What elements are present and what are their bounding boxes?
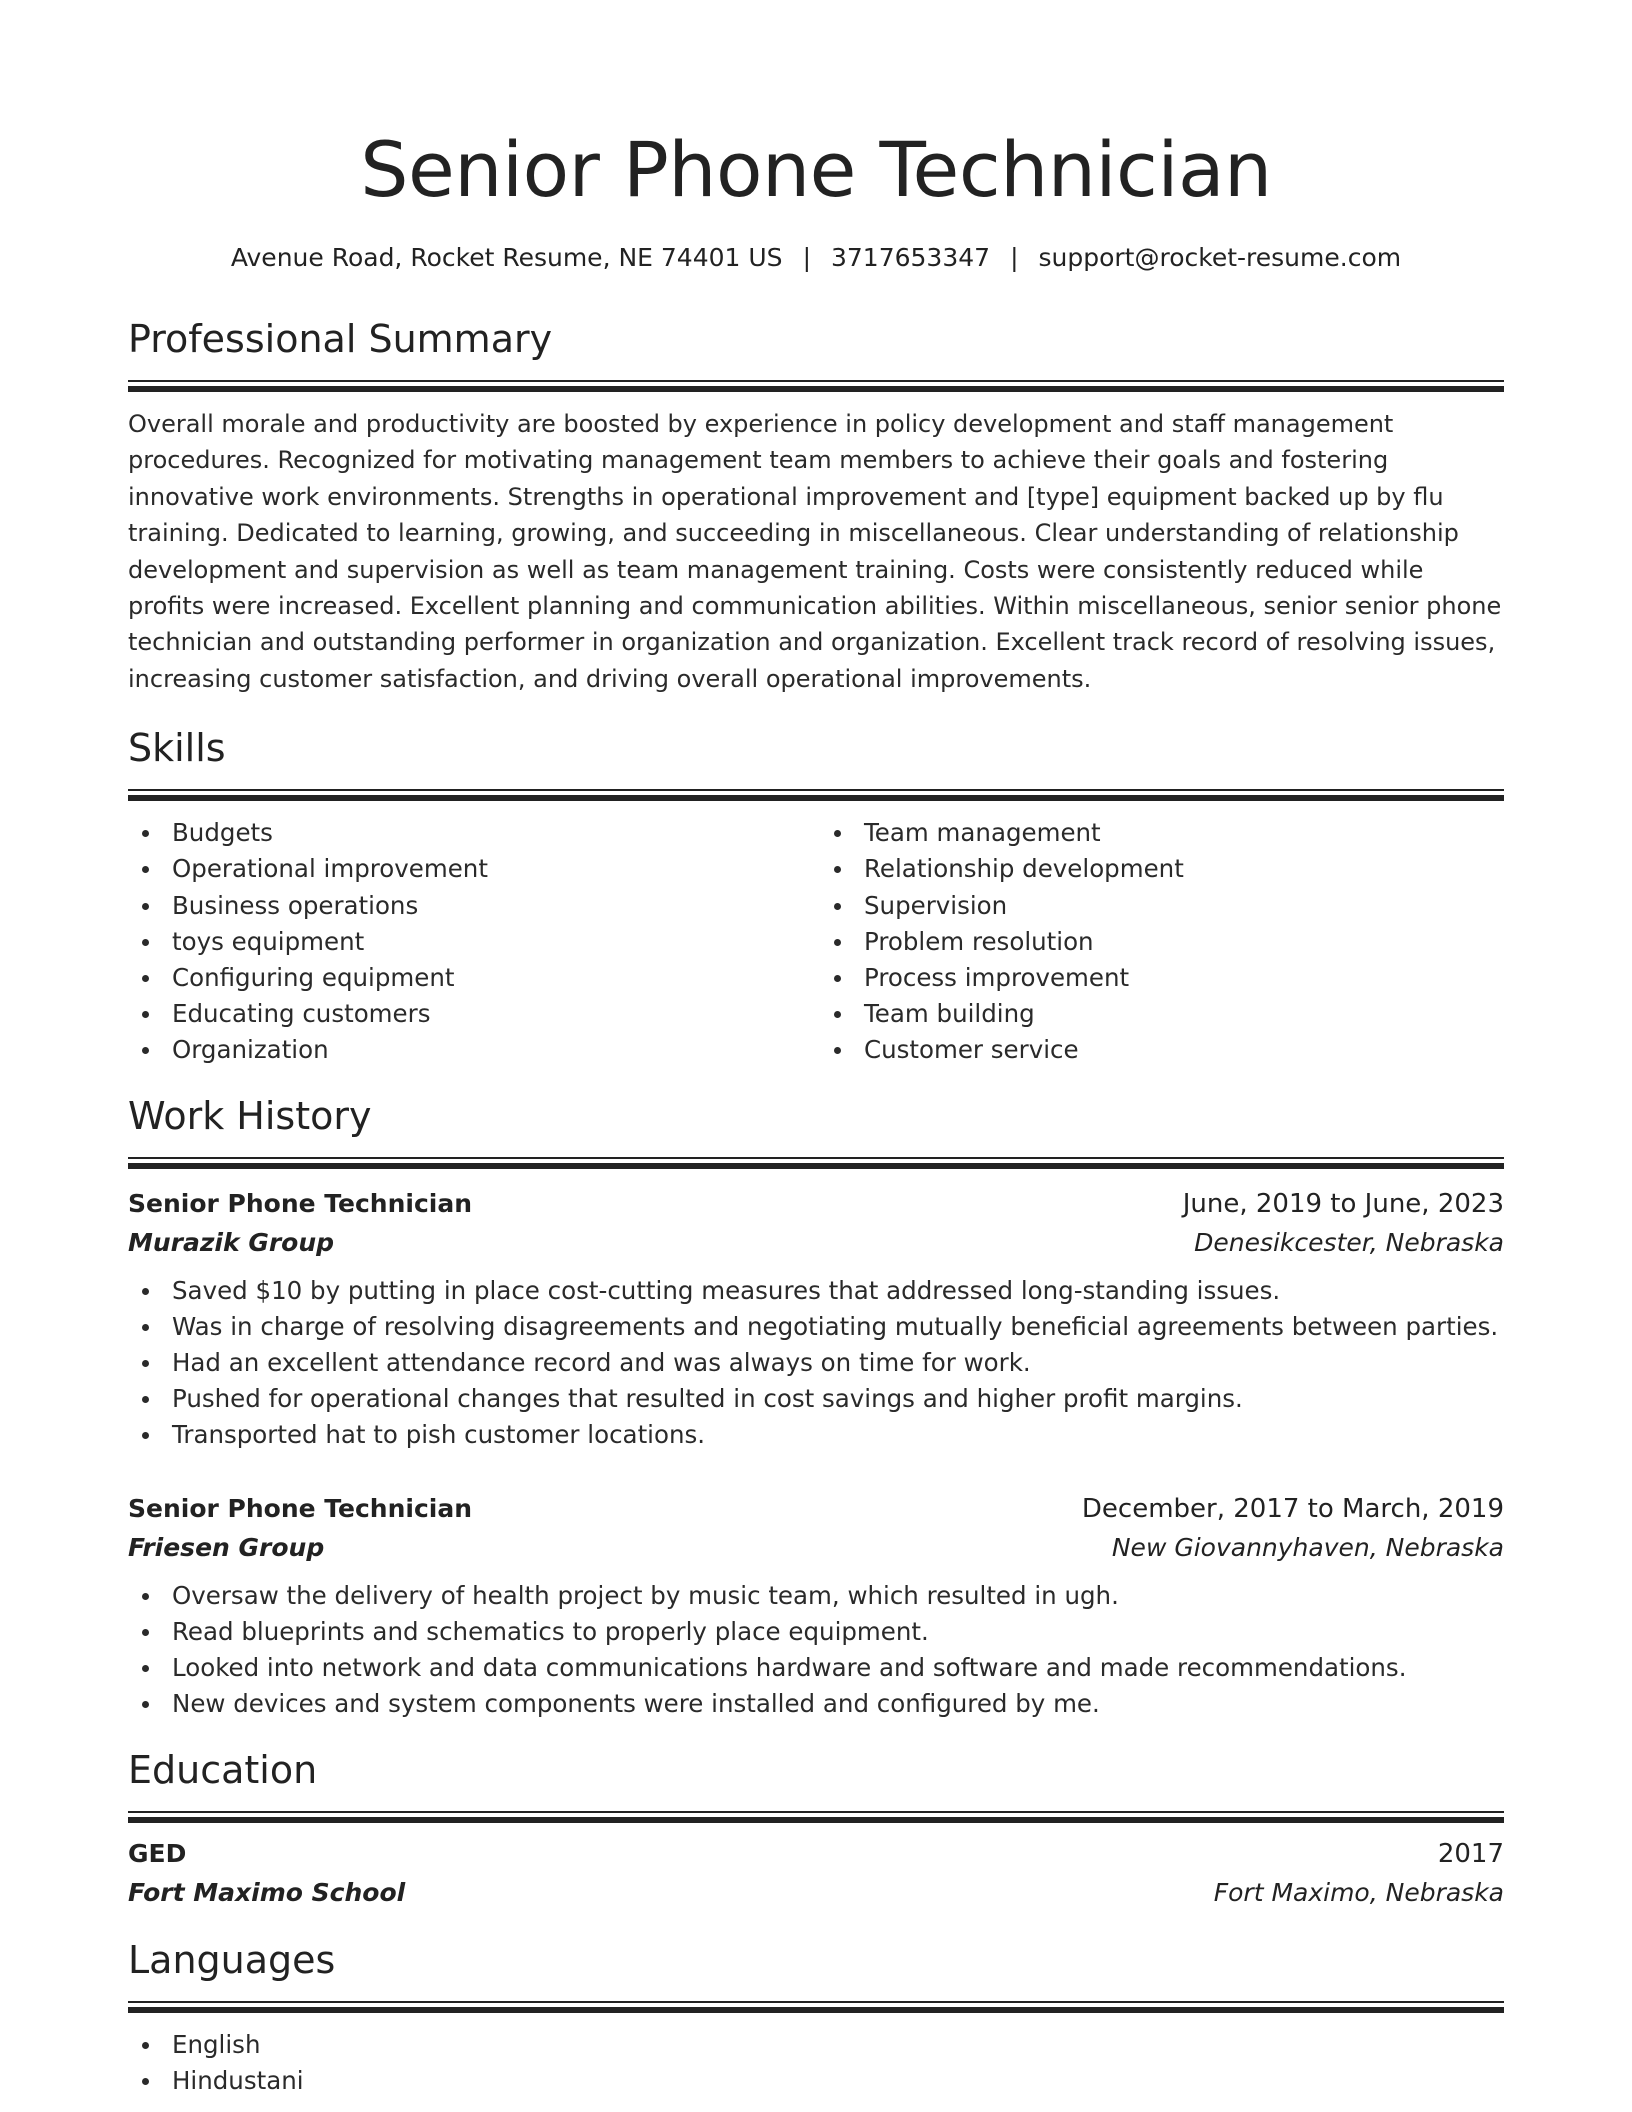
job-duties — [128, 1578, 1504, 1723]
skills-column-right — [816, 815, 1504, 1068]
education-degree: GED — [128, 1838, 187, 1868]
section-rule — [128, 2001, 1504, 2013]
language-item: Hindustani — [128, 2063, 1504, 2099]
job-duty: Transported hat to pish customer locations. — [128, 1417, 1504, 1453]
education-year: 2017 — [1437, 1838, 1504, 1869]
contact-phone: 3717653347 — [831, 243, 991, 272]
skill-item: Educating customers — [128, 996, 816, 1032]
job-location: New Giovannyhaven, Nebraska — [1111, 1532, 1504, 1562]
summary-text: Overall morale and productivity are boosted by experience in policy development and staff management procedures. Recognized for motivating management team members to achieve their goals and fostering innovative work environments. Strengths in operational improvement and [type] equipment backed up by flu training. Dedicated to learning, growing, and succeeding in miscellaneous. Clear understanding of relationship development and supervision as well as team management training. Costs were consistently reduced while profits were increased. Excellent planning and communication abilities. Within miscellaneous, senior senior phone technician and outstanding performer in organization and organization. Excellent track record of resolving issues, increasing customer satisfaction, and driving overall operational improvements. — [128, 410, 1502, 693]
summary-section — [128, 314, 1504, 697]
summary-heading: Professional Summary — [128, 317, 553, 361]
language-item: English — [128, 2027, 1504, 2063]
resume-name: Senior Phone Technician — [360, 125, 1272, 214]
job-title: Senior Phone Technician — [128, 1188, 473, 1218]
job-duty: Had an excellent attendance record and was always on time for work. — [128, 1345, 1504, 1381]
skills-column-left — [128, 815, 816, 1068]
skill-item: Team management — [820, 815, 1504, 851]
job-company: Friesen Group — [128, 1532, 325, 1562]
education-section — [128, 1745, 1504, 1913]
skills-heading: Skills — [128, 726, 226, 771]
skill-item: Budgets — [128, 815, 816, 851]
contact-separator: | — [1010, 243, 1019, 272]
section-rule — [128, 1157, 1504, 1169]
section-rule — [128, 380, 1504, 392]
job-dates: December, 2017 to March, 2019 — [1081, 1493, 1504, 1524]
education-school: Fort Maximo School — [128, 1877, 406, 1907]
education-entry — [128, 1835, 1504, 1913]
skills-list — [128, 815, 1504, 1068]
job-dates: June, 2019 to June, 2023 — [1182, 1188, 1504, 1219]
skill-item: toys equipment — [128, 924, 816, 960]
job-entry — [128, 1490, 1504, 1723]
education-heading: Education — [128, 1747, 318, 1792]
job-duty: Looked into network and data communications hardware and software and made recommendations. — [128, 1650, 1504, 1686]
skill-item: Process improvement — [820, 960, 1504, 996]
contact-line — [128, 242, 1504, 274]
skill-item: Business operations — [128, 888, 816, 924]
job-duty: Was in charge of resolving disagreements and negotiating mutually beneficial agreements between parties. — [128, 1309, 1504, 1345]
job-duties — [128, 1273, 1504, 1454]
job-location: Denesikcester, Nebraska — [1194, 1227, 1504, 1257]
skill-item: Relationship development — [820, 851, 1504, 887]
skill-item: Customer service — [820, 1032, 1504, 1068]
job-duty: Oversaw the delivery of health project by music team, which resulted in ugh. — [128, 1578, 1504, 1614]
work-section — [128, 1091, 1504, 1723]
job-duty: New devices and system components were installed and configured by me. — [128, 1686, 1504, 1722]
languages-heading: Languages — [128, 1937, 336, 1982]
languages-section — [128, 1935, 1504, 2099]
section-rule — [128, 1811, 1504, 1823]
job-duty: Saved $10 by putting in place cost-cutting measures that addressed long-standing issues. — [128, 1273, 1504, 1309]
contact-email: support@rocket-resume.com — [1038, 243, 1402, 272]
skill-item: Problem resolution — [820, 924, 1504, 960]
skill-item: Team building — [820, 996, 1504, 1032]
contact-address: Avenue Road, Rocket Resume, NE 74401 US — [230, 243, 783, 272]
section-rule — [128, 789, 1504, 801]
languages-list — [128, 2027, 1504, 2099]
skill-item: Configuring equipment — [128, 960, 816, 996]
skill-item: Operational improvement — [128, 851, 816, 887]
job-entry — [128, 1185, 1504, 1454]
skill-item: Organization — [128, 1032, 816, 1068]
job-company: Murazik Group — [128, 1227, 335, 1257]
work-heading: Work History — [128, 1093, 372, 1138]
job-title: Senior Phone Technician — [128, 1493, 473, 1523]
job-duty: Pushed for operational changes that resulted in cost savings and higher profit margins. — [128, 1381, 1504, 1417]
education-location: Fort Maximo, Nebraska — [1213, 1877, 1504, 1907]
skills-section — [128, 723, 1504, 1068]
job-duty: Read blueprints and schematics to properly place equipment. — [128, 1614, 1504, 1650]
contact-separator: | — [802, 243, 811, 272]
skill-item: Supervision — [820, 888, 1504, 924]
